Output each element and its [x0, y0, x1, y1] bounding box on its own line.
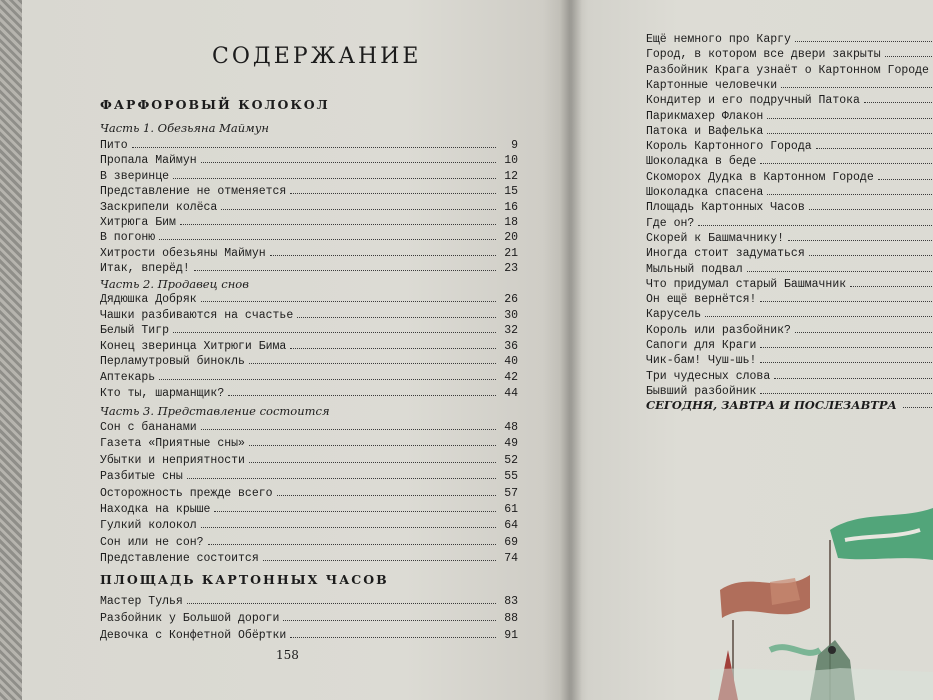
part-heading-3: Часть 3. Представление состоится — [100, 404, 330, 418]
toc-title: СОДЕРЖАНИЕ — [212, 44, 422, 69]
dot-leader — [249, 363, 496, 364]
toc-entry-title: Заскрипели колёса — [100, 200, 218, 214]
toc-entry — [646, 152, 933, 168]
dot-leader — [760, 163, 933, 164]
green-flag-shape — [830, 508, 933, 560]
toc-entry — [100, 151, 518, 167]
toc-entry-title: Скоморох Дудка в Картонном Городе — [646, 170, 874, 184]
toc-entry — [100, 384, 518, 400]
toc-entry — [646, 76, 933, 92]
dot-leader — [221, 209, 496, 210]
toc-entry-title: Хитрости обезьяны Маймун — [100, 246, 266, 260]
toc-entry — [100, 592, 518, 608]
toc-entry-title: Аптекарь — [100, 371, 156, 384]
toc-entry — [100, 484, 518, 500]
dot-leader — [760, 347, 933, 348]
toc-entry-title: Кто ты, шарманщик? — [100, 386, 225, 400]
toc-entry-title: Сон с бананами — [100, 421, 197, 434]
toc-entry — [646, 107, 933, 123]
dot-leader — [747, 271, 933, 272]
toc-entry — [100, 213, 518, 229]
dot-leader — [885, 56, 933, 57]
dot-leader — [194, 270, 496, 271]
toc-entry-title: Разбойник Крага узнаёт о Картонном Городе — [646, 63, 929, 77]
toc-entry — [100, 467, 518, 483]
dot-leader — [781, 87, 933, 88]
toc-entry — [100, 434, 518, 450]
left-page — [22, 0, 570, 700]
toc-entry-page: 21 — [504, 246, 518, 260]
dot-leader — [774, 378, 933, 379]
background-cloth — [0, 0, 22, 700]
toc-entry-title: Пропала Маймун — [100, 154, 197, 168]
dot-leader — [760, 301, 933, 302]
dot-leader — [760, 362, 933, 363]
dot-leader — [290, 637, 496, 638]
toc-entry — [100, 337, 518, 353]
toc-entry — [646, 198, 933, 214]
toc-entry-title: Чик-бам! Чуш-шь! — [646, 354, 757, 368]
toc-entry-page: 42 — [504, 371, 518, 384]
toc-entry-title: Находка на крыше — [100, 503, 211, 516]
toc-entry-title: Пито — [100, 139, 128, 152]
toc-entry-title: Разбитые сны — [100, 470, 183, 484]
toc-entry — [646, 275, 933, 291]
toc-entry-title: Газета «Приятные сны» — [100, 437, 245, 451]
toc-entry — [646, 290, 933, 306]
toc-entry — [100, 500, 518, 516]
dot-leader — [173, 332, 496, 333]
dot-leader — [201, 301, 496, 302]
toc-entry — [100, 451, 518, 467]
toc-entry-title: Что придумал старый Башмачник — [646, 277, 847, 291]
toc-entry-title: Мыльный подвал — [646, 262, 743, 276]
toc-entry-title: Ещё немного про Каргу — [646, 33, 791, 46]
toc-entry — [100, 244, 518, 260]
toc-entry-title: Дядюшка Добряк — [100, 293, 197, 306]
dot-leader — [795, 41, 933, 42]
toc-entry — [100, 516, 518, 532]
toc-entry-page: 52 — [504, 453, 518, 467]
toc-entry-title: Иногда стоит задуматься — [646, 247, 805, 261]
toc-entry-title: Чашки разбиваются на счастье — [100, 308, 294, 322]
dot-leader — [290, 193, 496, 194]
toc-entry — [100, 167, 518, 183]
dot-leader — [270, 255, 496, 256]
toc-entry-title: В погоню — [100, 231, 156, 245]
toc-entry-title: Скорей к Башмачнику! — [646, 231, 785, 245]
toc-entry-page: 88 — [504, 612, 518, 625]
toc-entry-page: 44 — [504, 386, 518, 400]
dot-leader — [283, 620, 496, 621]
red-flag-shape — [720, 575, 810, 618]
dot-leader — [201, 429, 496, 430]
toc-entry-page: 9 — [511, 139, 518, 152]
dot-leader — [767, 194, 933, 195]
toc-entry-page: 12 — [504, 169, 518, 183]
dot-leader — [809, 209, 933, 210]
toc-entry-title: Мастер Тулья — [100, 595, 183, 608]
toc-entry-title: Сапоги для Краги — [646, 339, 757, 352]
toc-entry-page: 15 — [504, 185, 518, 199]
dot-leader — [249, 462, 496, 463]
toc-entry — [646, 214, 933, 230]
part-heading-2: Часть 2. Продавец снов — [100, 277, 249, 291]
toc-entry-title: Итак, вперёд! — [100, 262, 190, 276]
toc-entry-page: 18 — [504, 216, 518, 229]
toc-entry-page: 74 — [504, 552, 518, 566]
toc-entry — [646, 336, 933, 352]
toc-entry-title: Кондитер и его подручный Патока — [646, 94, 860, 108]
toc-entry-title: Бывший разбойник — [646, 384, 757, 398]
book-gutter — [560, 0, 582, 700]
dot-leader — [809, 255, 933, 256]
dot-leader — [201, 162, 496, 163]
toc-entry-title: Представление не отменяется — [100, 185, 287, 199]
toc-entry-title: Перламутровый бинокль — [100, 355, 245, 369]
dot-leader — [878, 179, 933, 180]
dot-leader — [201, 527, 496, 528]
toc-entry — [646, 122, 933, 138]
toc-entry-title: Патока и Вафелька — [646, 124, 764, 138]
dot-leader — [290, 348, 496, 349]
toc-entry-page: 20 — [504, 231, 518, 245]
toc-entry — [646, 30, 933, 46]
toc-entry-title: Три чудесных слова — [646, 369, 771, 383]
toc-entry-title: Шоколадка спасена — [646, 186, 764, 199]
toc-entry-page: 16 — [504, 200, 518, 214]
toc-entry-title: Осторожность прежде всего — [100, 486, 273, 500]
dot-leader — [180, 224, 496, 225]
dot-leader — [132, 147, 496, 148]
section-heading-porcelain-bell: ФАРФОРОВЫЙ КОЛОКОЛ — [100, 97, 330, 112]
toc-entry — [646, 367, 933, 383]
toc-entry-page: 69 — [504, 535, 518, 549]
toc-entry — [100, 182, 518, 198]
toc-entry — [100, 228, 518, 244]
toc-entry — [100, 321, 518, 337]
right-page — [570, 0, 933, 700]
toc-entry-page: 36 — [504, 339, 518, 353]
dot-leader — [187, 478, 496, 479]
toc-entry — [646, 137, 933, 153]
toc-entry-page: 55 — [504, 470, 518, 484]
toc-entry — [100, 533, 518, 549]
section-heading-cardboard-clock-square: ПЛОЩАДЬ КАРТОННЫХ ЧАСОВ — [100, 572, 389, 587]
toc-entry-title: Карусель — [646, 308, 702, 322]
dot-leader — [277, 495, 496, 496]
toc-entry — [100, 198, 518, 214]
dot-leader — [816, 148, 933, 149]
toc-entry-page: 91 — [504, 629, 518, 642]
dot-leader — [864, 102, 933, 103]
toc-entry-title: Картонные человечки — [646, 78, 778, 92]
toc-entry-title: Белый Тигр — [100, 324, 170, 338]
toc-entry-title: Сон или не сон? — [100, 535, 204, 549]
dot-leader — [249, 445, 496, 446]
toc-entry-page: 49 — [504, 437, 518, 451]
toc-entry — [100, 609, 518, 625]
toc-entry — [646, 61, 933, 77]
toc-entry — [100, 352, 518, 368]
dot-leader — [850, 286, 933, 287]
toc-entry — [646, 260, 933, 276]
toc-entry — [646, 229, 933, 245]
final-section-heading — [646, 398, 933, 412]
toc-entry-page: 26 — [504, 293, 518, 306]
toc-entry-page: 32 — [504, 324, 518, 338]
dot-leader — [297, 317, 496, 318]
toc-entry — [646, 183, 933, 199]
castle-flags-illustration — [710, 500, 933, 700]
toc-entry-page: 64 — [504, 519, 518, 533]
toc-entry — [646, 321, 933, 337]
dot-leader — [698, 225, 933, 226]
toc-entry-title: Он ещё вернётся! — [646, 293, 757, 307]
toc-entry-title: В зверинце — [100, 169, 170, 183]
toc-entry — [100, 418, 518, 434]
toc-entry — [100, 290, 518, 306]
toc-entry — [646, 305, 933, 321]
toc-entry — [646, 91, 933, 107]
toc-entry-title: Хитрюга Бим — [100, 216, 176, 229]
dot-leader — [263, 560, 496, 561]
toc-entry-title: Шоколадка в беде — [646, 155, 757, 169]
toc-entry-page: 61 — [504, 503, 518, 516]
dot-leader — [208, 544, 496, 545]
toc-entry-page: 23 — [504, 262, 518, 276]
dot-leader — [173, 178, 496, 179]
part-heading-1: Часть 1. Обезьяна Маймун — [100, 121, 269, 135]
dot-leader — [159, 379, 496, 380]
dot-leader — [903, 407, 933, 408]
toc-entry-title: Убытки и неприятности — [100, 453, 245, 467]
toc-entry — [646, 45, 933, 61]
toc-entry-title: Парикмахер Флакон — [646, 109, 764, 123]
toc-entry-page: 57 — [504, 486, 518, 500]
toc-entry-title: Король Картонного Города — [646, 140, 812, 154]
toc-entry — [100, 136, 518, 152]
dot-leader — [228, 395, 496, 396]
dot-leader — [159, 239, 496, 240]
toc-entry-title: Город, в котором все двери закрыты — [646, 48, 881, 62]
dot-leader — [705, 316, 933, 317]
dot-leader — [795, 332, 933, 333]
toc-entry-title: Конец зверинца Хитрюги Бима — [100, 339, 287, 353]
toc-entry-title: Представление состоится — [100, 552, 259, 566]
dot-leader — [214, 511, 496, 512]
toc-entry — [646, 351, 933, 367]
final-section-title: СЕГОДНЯ, ЗАВТРА И ПОСЛЕЗАВТРА — [646, 398, 897, 412]
dot-leader — [187, 603, 496, 604]
toc-entry-page: 40 — [504, 355, 518, 369]
toc-entry-page: 10 — [504, 154, 518, 168]
toc-entry-title: Гулкий колокол — [100, 519, 197, 533]
toc-entry-page: 83 — [504, 595, 518, 608]
toc-entry-title: Площадь Картонных Часов — [646, 201, 805, 215]
toc-entry-title: Король или разбойник? — [646, 323, 791, 337]
toc-entry — [100, 368, 518, 384]
toc-entry — [646, 244, 933, 260]
toc-entry — [100, 259, 518, 275]
dot-leader — [767, 133, 933, 134]
toc-entry — [646, 168, 933, 184]
toc-entry-title: Разбойник у Большой дороги — [100, 612, 280, 625]
toc-entry — [100, 306, 518, 322]
dot-leader — [760, 393, 933, 394]
toc-entry — [100, 549, 518, 565]
toc-entry — [646, 382, 933, 398]
toc-entry-title: Девочка с Конфетной Обёртки — [100, 629, 287, 642]
toc-entry-title: Где он? — [646, 216, 695, 230]
page-number: 158 — [276, 648, 299, 662]
toc-entry — [100, 626, 518, 642]
dot-leader — [788, 240, 933, 241]
toc-entry-page: 30 — [504, 308, 518, 322]
toc-entry-page: 48 — [504, 421, 518, 434]
dot-leader — [767, 118, 933, 119]
